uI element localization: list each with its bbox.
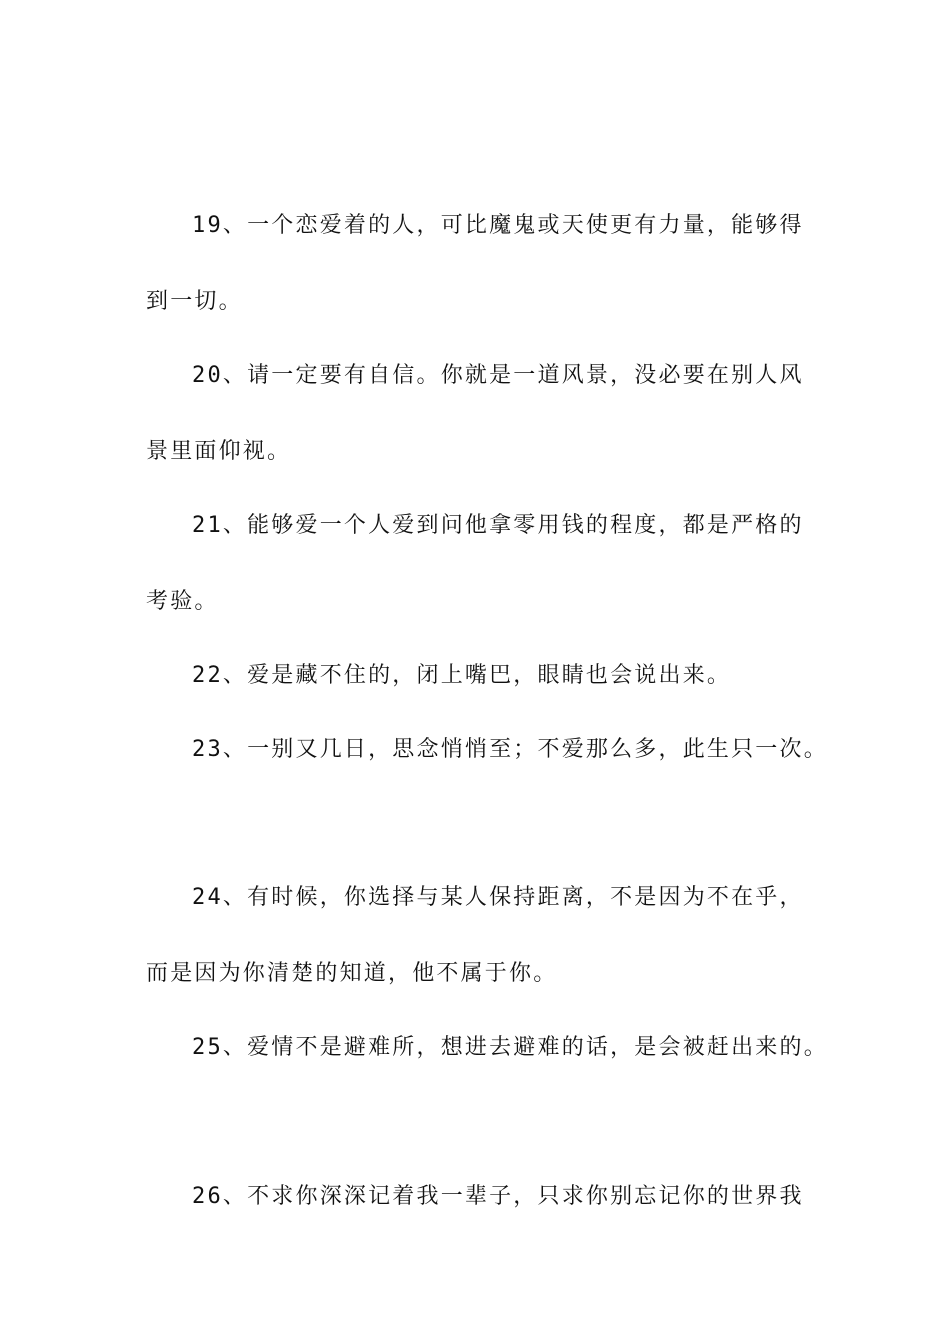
quote-24-line-1: 24、有时候，你选择与某人保持距离，不是因为不在乎， <box>192 885 804 910</box>
quote-21-line-1: 21、能够爱一个人爱到问他拿零用钱的程度，都是严格的 <box>192 513 804 538</box>
quote-19-line-1: 19、一个恋爱着的人，可比魔鬼或天使更有力量，能够得 <box>192 213 804 238</box>
quote-21-line-2: 考验。 <box>146 589 219 614</box>
quote-26-line-1: 26、不求你深深记着我一辈子，只求你别忘记你的世界我 <box>192 1184 804 1209</box>
quote-19-line-2: 到一切。 <box>146 289 243 314</box>
quote-20-line-2: 景里面仰视。 <box>146 439 292 464</box>
quote-24-line-2: 而是因为你清楚的知道，他不属于你。 <box>146 961 558 986</box>
quote-20-line-1: 20、请一定要有自信。你就是一道风景，没必要在别人风 <box>192 363 804 388</box>
quote-23: 23、一别又几日，思念悄悄至；不爱那么多，此生只一次。 <box>192 737 828 762</box>
quote-25: 25、爱情不是避难所，想进去避难的话，是会被赶出来的。 <box>192 1035 828 1060</box>
quote-22: 22、爱是藏不住的，闭上嘴巴，眼睛也会说出来。 <box>192 663 732 688</box>
